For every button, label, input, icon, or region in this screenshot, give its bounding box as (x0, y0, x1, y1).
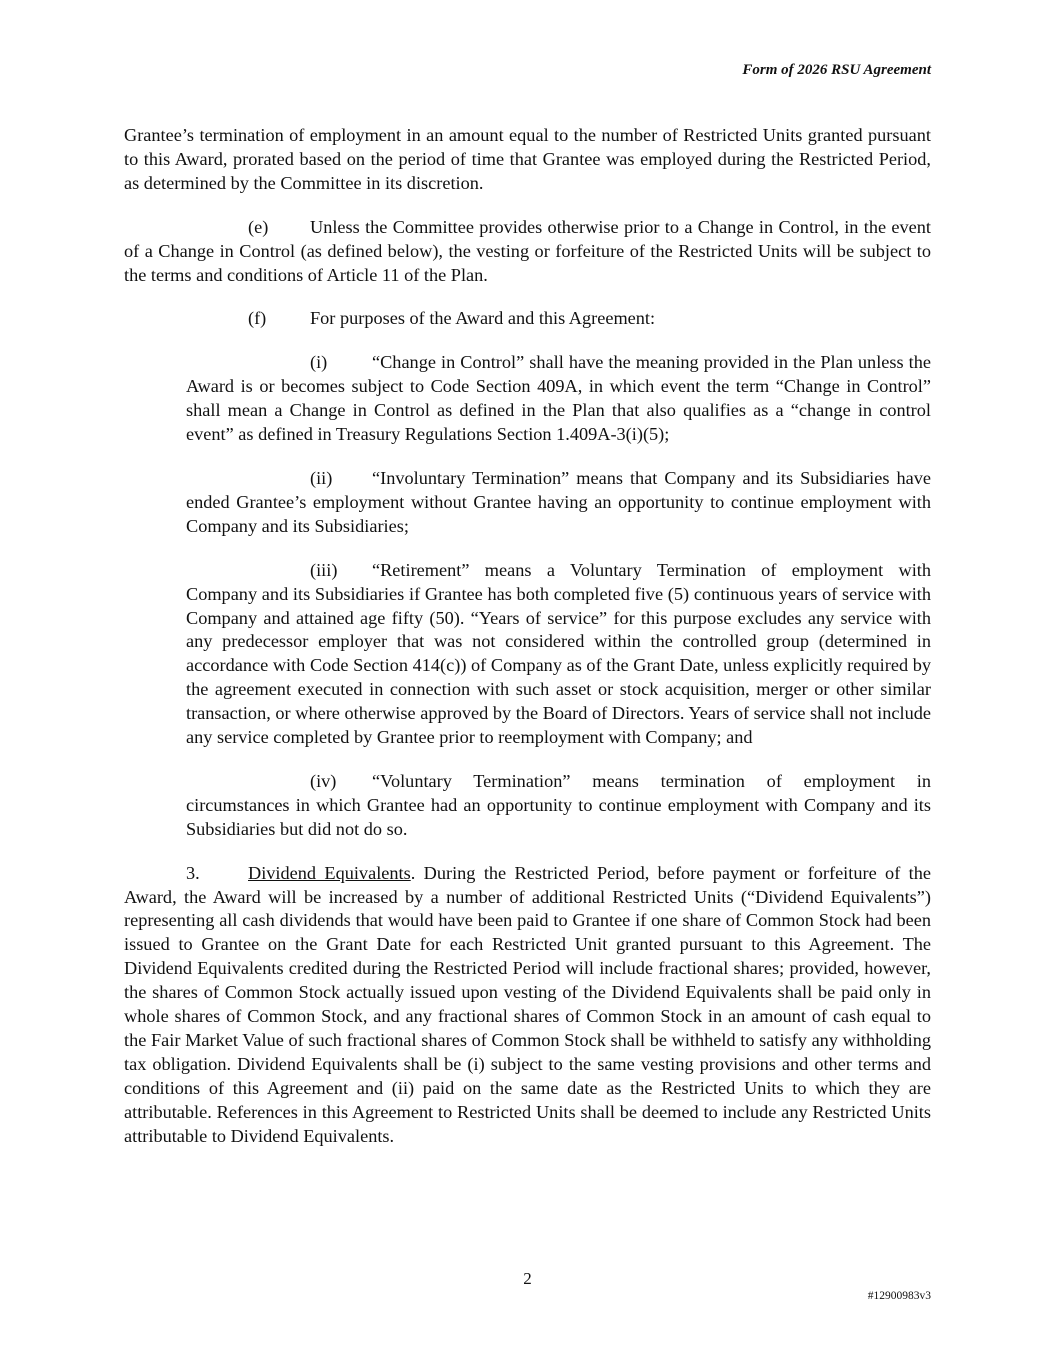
page-number: 2 (523, 1269, 532, 1288)
paragraph-f-ii-text: “Involuntary Termination” means that Company and its Subsidiaries have ended Grantee’s employment without Grantee having an opportunity to continue employment with Company and its Subsidiaries; (186, 467, 931, 536)
paragraph-f (124, 307, 931, 331)
section-3-title: Dividend Equivalents (248, 862, 411, 883)
paragraph-continuation: Grantee’s termination of employment in an amount equal to the number of Restricted Units granted pursuant to this Award, prorated based on the period of time that Grantee was employed during the Restricted Period, as determined by the Committee in its discretion. (124, 125, 931, 193)
paragraph-f-label: (f) (248, 308, 267, 329)
paragraph-e-label: (e) (248, 216, 269, 237)
paragraph-f-iii-text: “Retirement” means a Voluntary Termination of employment with Company and its Subsidiaries if Grantee has both completed five (5) continuous years of service with Company and attained age fifty (50). “Years of service” for this purpose excludes any service with any predecessor employer that was not considered within the controlled group (determined in accordance with Code Section 414(c)) of Company as of the Grant Date, unless explicitly required by the agreement executed in connection with such asset or stock acquisition, merger or other similar transaction, or where otherwise approved by the Board of Directors. Years of service shall not include any service completed by Grantee prior to reemployment with Company; and (186, 559, 931, 748)
document-header-title: Form of 2026 RSU Agreement (742, 62, 931, 78)
document-id: #12900983v3 (867, 1290, 931, 1302)
paragraph-f-ii-label: (ii) (310, 467, 333, 488)
paragraph-e-text: Unless the Committee provides otherwise prior to a Change in Control, in the event of a Change in Control (as defined below), the vesting or forfeiture of the Restricted Units will be subject to the terms and conditions of Article 11 of the Plan. (124, 216, 931, 285)
paragraph-f-iv (186, 770, 931, 842)
paragraph-f-iii-label: (iii) (310, 559, 338, 580)
section-3-text: . During the Restricted Period, before payment or forfeiture of the Award, the Award will be increased by a number of additional Restricted Units (“Dividend Equivalents”) representing all cash dividends that would have been paid to Grantee if one share of Common Stock had been issued to Grantee on the Grant Date for each Restricted Unit granted pursuant to this Agreement. The Dividend Equivalents credited during the Restricted Period will include fractional shares; provided, however, the shares of Common Stock actually issued upon vesting of the Dividend Equivalents shall be paid only in whole shares of Common Stock, and any fractional shares of Common Stock in an amount of cash equal to the Fair Market Value of such fractional shares of Common Stock shall be withheld to satisfy any withholding tax obligation. Dividend Equivalents shall be (i) subject to the same vesting provisions and other terms and conditions of this Agreement and (ii) paid on the same date as the Restricted Units to which they are attributable. References in this Agreement to Restricted Units shall be deemed to include any Restricted Units attributable to Dividend Equivalents. (124, 862, 931, 1146)
section-3-dividend-equivalents (124, 862, 931, 1149)
paragraph-f-ii (186, 467, 931, 539)
paragraph-f-i-text: “Change in Control” shall have the meaning provided in the Plan unless the Award is or becomes subject to Code Section 409A, in which event the term “Change in Control” shall mean a Change in Control as defined in the Plan that also qualifies as a “change in control event” as defined in Treasury Regulations Section 1.409A-3(i)(5); (186, 352, 931, 445)
paragraph-f-i-label: (i) (310, 352, 328, 373)
paragraph-f-iv-text: “Voluntary Termination” means termination of employment in circumstances in which Grantee had an opportunity to continue employment with Company and its Subsidiaries but did not do so. (186, 770, 931, 839)
paragraph-f-iii (186, 559, 931, 750)
paragraph-f-iv-label: (iv) (310, 770, 337, 791)
document-body (124, 124, 931, 1169)
paragraph-e (124, 216, 931, 288)
paragraph-f-i (186, 351, 931, 447)
section-3-number: 3. (186, 862, 200, 883)
paragraph-f-text: For purposes of the Award and this Agreement: (310, 308, 656, 329)
